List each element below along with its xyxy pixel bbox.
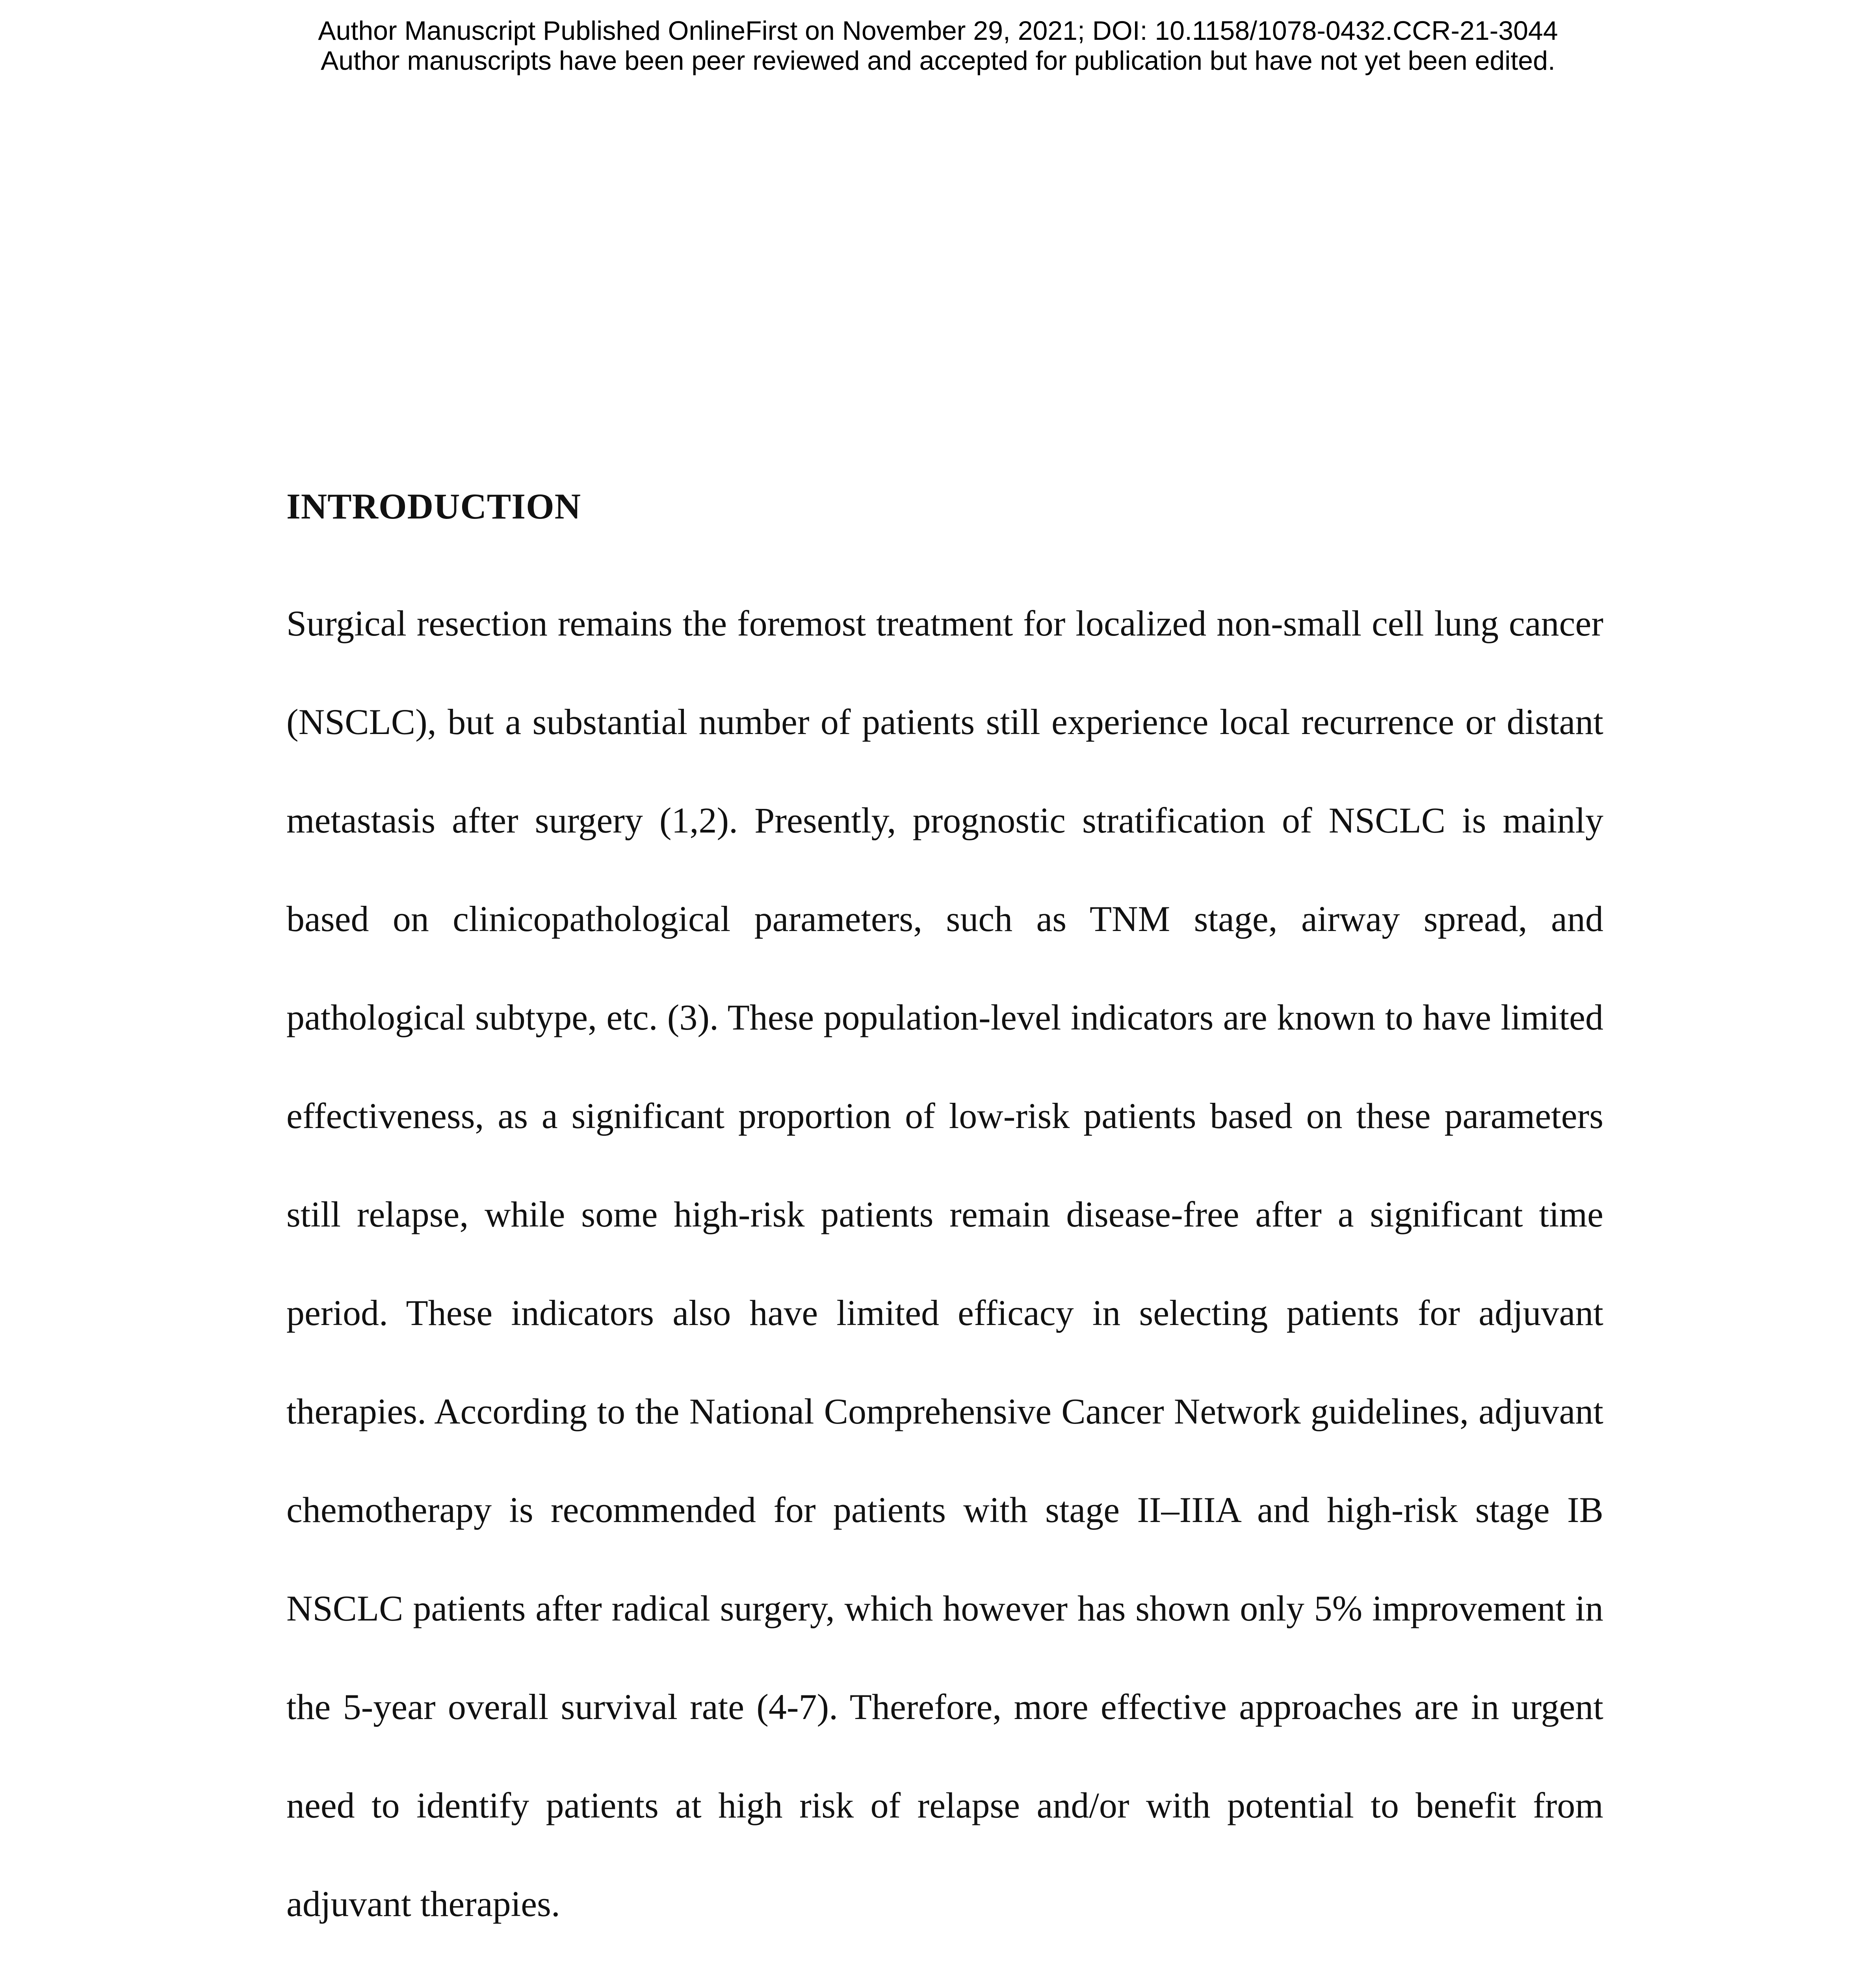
paragraph-divider (286, 1953, 1603, 1970)
article-body (286, 485, 1603, 1970)
section-heading: INTRODUCTION (286, 486, 581, 526)
manuscript-header (0, 16, 1876, 76)
header-line-publication: Author Manuscript Published OnlineFirst on November 29, 2021; DOI: 10.1158/1078-0432.CCR-21-3044 (318, 16, 1558, 46)
paragraph-1: Surgical resection remains the foremost treatment for localized non-small cell lung cancer (NSCLC), but a substantial number of patients still experience local recurrence or distant metastasis after surgery (1,2). Presently, prognostic stratification of NSCLC is mainly based on clinicopathological parameters, such as TNM stage, airway spread, and pathological subtype, etc. (3). These population-level indicators are known to have limited effectiveness, as a significant proportion of low-risk patients based on these parameters still relapse, while some high-risk patients remain disease-free after a significant time period. These indicators also have limited efficacy in selecting patients for adjuvant therapies. According to the National Comprehensive Cancer Network guidelines, adjuvant chemotherapy is recommended for patients with stage II–IIIA and high-risk stage IB NSCLC patients after radical surgery, which however has shown only 5% improvement in the 5-year overall survival rate (4-7). Therefore, more effective approaches are in urgent need to identify patients at high risk of relapse and/or with potential to benefit from adjuvant therapies. (286, 603, 1603, 1924)
header-line-disclaimer: Author manuscripts have been peer reviewed and accepted for publication but have not yet been edited. (321, 46, 1555, 76)
